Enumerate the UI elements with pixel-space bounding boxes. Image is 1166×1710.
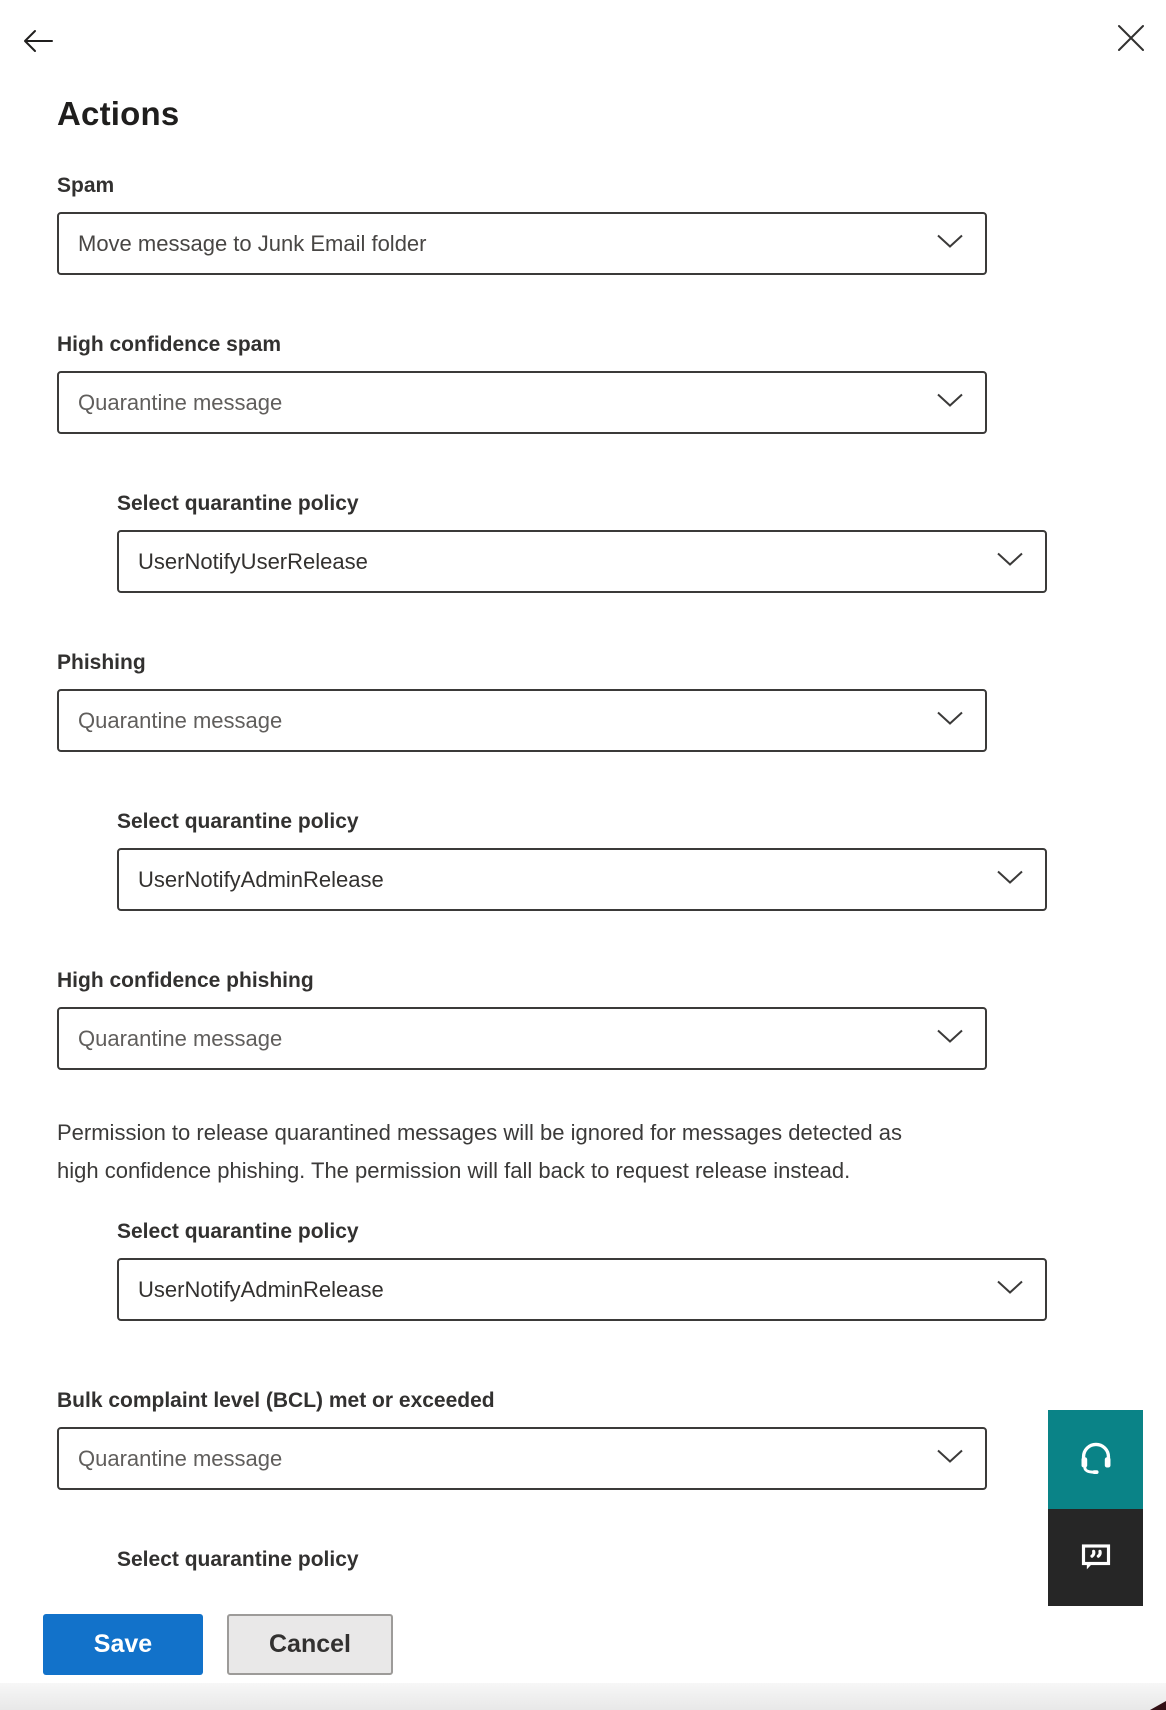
chevron-down-icon bbox=[997, 1280, 1023, 1299]
quarantine-policy-value: UserNotifyUserRelease bbox=[138, 548, 368, 574]
quarantine-policy-dropdown-spam[interactable] bbox=[117, 530, 1047, 593]
field-quarantine-policy-bcl bbox=[117, 1548, 1047, 1572]
close-button[interactable] bbox=[1111, 19, 1151, 59]
floating-help-buttons bbox=[1048, 1410, 1143, 1606]
spam-action-value: Move message to Junk Email folder bbox=[78, 230, 427, 256]
quarantine-policy-dropdown-phishing[interactable] bbox=[117, 848, 1047, 911]
note-line-1: Permission to release quarantined messages will be ignored for messages detected as bbox=[57, 1120, 903, 1145]
high-confidence-phishing-action-value: Quarantine message bbox=[78, 1025, 283, 1051]
quarantine-policy-dropdown-hc-phishing[interactable] bbox=[117, 1258, 1047, 1321]
field-phishing bbox=[57, 651, 987, 752]
high-confidence-phishing-action-dropdown[interactable] bbox=[57, 1007, 987, 1070]
phishing-action-dropdown[interactable] bbox=[57, 689, 987, 752]
high-confidence-spam-action-dropdown[interactable] bbox=[57, 371, 987, 434]
quarantine-policy-value: UserNotifyAdminRelease bbox=[138, 1276, 384, 1302]
chevron-down-icon bbox=[937, 1449, 963, 1468]
field-spam bbox=[57, 174, 987, 275]
headset-icon bbox=[1074, 1436, 1118, 1483]
quarantine-policy-label: Select quarantine policy bbox=[117, 810, 359, 833]
phishing-label: Phishing bbox=[57, 651, 146, 674]
chat-bubble-icon bbox=[1076, 1536, 1116, 1579]
note-line-2: high confidence phishing. The permission will fall back to request release instead. bbox=[57, 1158, 851, 1183]
high-confidence-spam-label: High confidence spam bbox=[57, 333, 282, 356]
bcl-action-dropdown[interactable] bbox=[57, 1427, 987, 1490]
quarantine-policy-label: Select quarantine policy bbox=[117, 1548, 359, 1571]
close-icon bbox=[1117, 24, 1145, 55]
arrow-left-icon bbox=[22, 27, 54, 58]
chevron-down-icon bbox=[997, 870, 1023, 889]
corner-resize-mark bbox=[1150, 1701, 1166, 1710]
field-high-confidence-spam bbox=[57, 333, 987, 434]
bottom-strip bbox=[0, 1683, 1166, 1710]
field-quarantine-policy-spam bbox=[117, 492, 1047, 593]
chevron-down-icon bbox=[937, 711, 963, 730]
spam-action-dropdown[interactable] bbox=[57, 212, 987, 275]
quarantine-policy-label: Select quarantine policy bbox=[117, 492, 359, 515]
bcl-label: Bulk complaint level (BCL) met or exceeded bbox=[57, 1389, 495, 1412]
actions-panel bbox=[57, 95, 1117, 1586]
bcl-action-value: Quarantine message bbox=[78, 1445, 283, 1471]
field-quarantine-policy-phishing bbox=[117, 810, 1047, 911]
quarantine-policy-value: UserNotifyAdminRelease bbox=[138, 866, 384, 892]
quarantine-policy-label: Select quarantine policy bbox=[117, 1220, 359, 1243]
support-button[interactable] bbox=[1048, 1410, 1143, 1509]
field-bcl bbox=[57, 1389, 987, 1490]
phishing-action-value: Quarantine message bbox=[78, 707, 283, 733]
spam-label: Spam bbox=[57, 174, 115, 197]
chevron-down-icon bbox=[937, 1029, 963, 1048]
field-quarantine-policy-hc-phishing bbox=[117, 1220, 1047, 1321]
feedback-button[interactable] bbox=[1048, 1509, 1143, 1606]
save-button[interactable]: Save bbox=[43, 1614, 203, 1675]
back-button[interactable] bbox=[18, 22, 58, 62]
high-confidence-phishing-label: High confidence phishing bbox=[57, 969, 314, 992]
page-title: Actions bbox=[57, 95, 180, 132]
field-high-confidence-phishing bbox=[57, 969, 987, 1070]
cancel-button[interactable]: Cancel bbox=[227, 1614, 393, 1675]
high-confidence-phishing-note bbox=[57, 1114, 1119, 1190]
high-confidence-spam-action-value: Quarantine message bbox=[78, 389, 283, 415]
footer-bar bbox=[0, 1585, 1166, 1683]
chevron-down-icon bbox=[937, 234, 963, 253]
chevron-down-icon bbox=[937, 393, 963, 412]
chevron-down-icon bbox=[997, 552, 1023, 571]
